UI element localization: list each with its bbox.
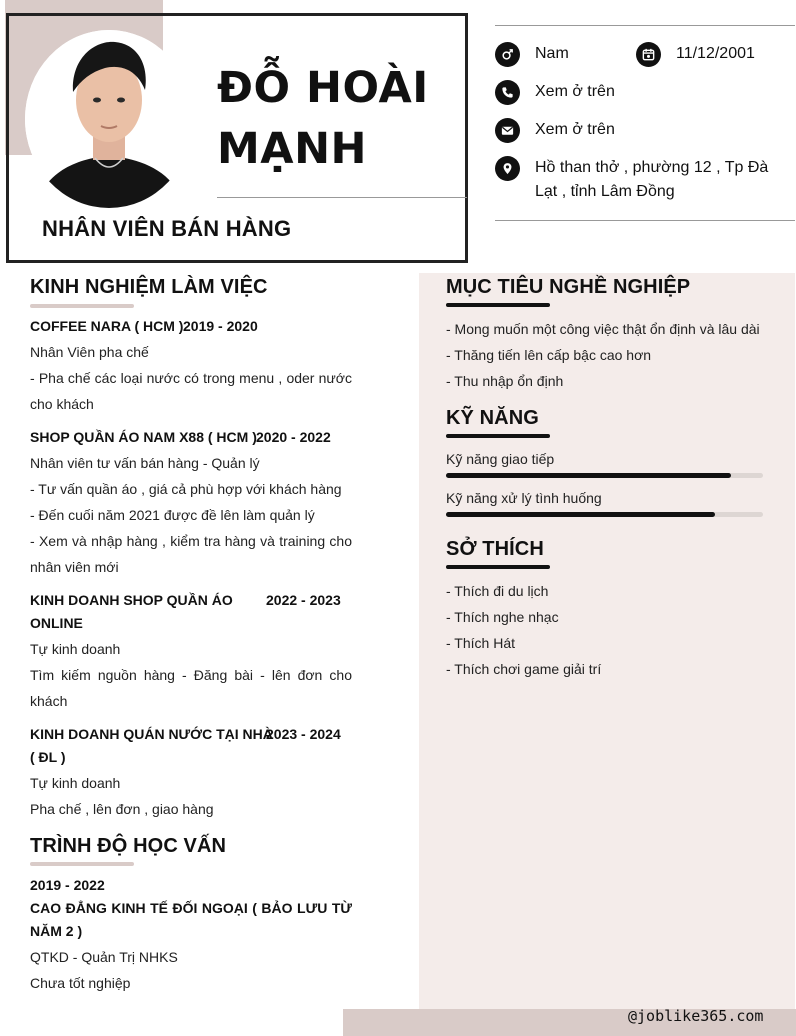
hobbies-title: SỞ THÍCH [446,538,544,560]
job-2-desc-1: - Tư vấn quần áo , giá cả phù hợp với khách hàng [30,481,342,497]
gender-value: Nam [535,45,569,62]
gender-icon [495,42,520,67]
hobby-item: - Thích nghe nhạc [446,609,559,625]
hobbies-underline [446,565,550,569]
job-2-header [30,426,350,449]
skill-label: Kỹ năng giao tiếp [446,451,555,467]
address-line-1: Hồ than thở , phường 12 , Tp Đà [535,159,769,176]
calendar-icon [636,42,661,67]
job-1-desc: - Pha chế các loại nước có trong menu , oder nước cho khách [30,370,352,412]
skills-underline [446,434,550,438]
email-value: Xem ở trên [535,121,615,138]
education-school: CAO ĐẲNG KINH TẾ ĐỐI NGOẠI ( BẢO LƯU TỪ NĂM 2 ) [30,900,352,939]
birthday-value: 11/12/2001 [676,45,755,62]
hobby-item: - Thích đi du lịch [446,583,549,599]
objective-item: - Thăng tiến lên cấp bậc cao hơn [446,347,652,363]
job-3-role: Tự kinh doanh [30,641,121,657]
objective-title: MỤC TIÊU NGHỀ NGHIỆP [446,276,691,298]
skill-bar-fill [446,473,731,478]
objective-item: - Thu nhập ổn định [446,373,564,389]
job-2-desc-3: - Xem và nhập hàng , kiểm tra hàng và training cho nhân viên mới [30,533,352,575]
education-title: TRÌNH ĐỘ HỌC VẤN [30,835,227,857]
job-title: NHÂN VIÊN BÁN HÀNG [42,216,292,241]
objective-underline [446,303,550,307]
contact-bottom-divider [495,220,795,221]
experience-underline [30,304,134,308]
profile-photo [25,30,193,208]
education-status: Chưa tốt nghiệp [30,975,131,991]
education-major: QTKD - Quản Trị NHKS [30,949,178,965]
phone-value: Xem ở trên [535,83,615,100]
job-2-desc-2: - Đến cuối năm 2021 được đề lên làm quản lý [30,507,315,523]
education-underline [30,862,134,866]
name-divider [217,197,467,198]
contact-gender [495,42,569,67]
job-4-desc: Pha chế , lên đơn , giao hàng [30,801,214,817]
experience-title: KINH NGHIỆM LÀM VIỆC [30,276,268,298]
contact-top-divider [495,25,795,26]
skill-bar-track [446,473,763,478]
job-4-company-line-2: ( ĐL ) [30,749,66,765]
name-line-2: MẠNH [217,124,368,174]
job-1-period: 2019 - 2020 [183,318,258,334]
job-4-header [30,723,350,769]
candidate-name [217,58,457,180]
job-3-company-line-2: ONLINE [30,615,83,631]
education-period: 2019 - 2022 [30,877,105,893]
job-1-role: Nhân Viên pha chế [30,344,149,360]
job-4-company-line-1: KINH DOANH QUÁN NƯỚC TẠI NHÀ [30,726,273,742]
job-2-period: 2020 - 2022 [256,429,331,445]
job-3-company-line-1: KINH DOANH SHOP QUẦN ÁO [30,592,233,608]
job-4-role: Tự kinh doanh [30,775,121,791]
job-1-company: COFFEE NARA ( HCM ) [30,318,184,334]
skills-title: KỸ NĂNG [446,407,539,429]
hobby-item: - Thích chơi game giải trí [446,661,602,677]
job-3-desc: Tìm kiếm nguồn hàng - Đăng bài - lên đơn cho khách [30,667,352,709]
job-1-header [30,315,350,338]
email-icon [495,118,520,143]
phone-icon [495,80,520,105]
contact-address [495,156,768,204]
contact-birthday [636,42,755,67]
skill-bar-track [446,512,763,517]
job-2-company: SHOP QUẦN ÁO NAM X88 ( HCM ) [30,429,257,445]
job-3-header [30,589,350,635]
contact-phone [495,80,615,105]
job-3-period: 2022 - 2023 [266,592,341,608]
skill-label: Kỹ năng xử lý tình huống [446,490,602,506]
contact-email [495,118,615,143]
skill-bar-fill [446,512,715,517]
address-line-2: Lạt , tỉnh Lâm Đồng [535,183,675,200]
job-2-role: Nhân viên tư vấn bán hàng - Quản lý [30,455,260,471]
address-value [535,156,768,204]
job-4-period: 2023 - 2024 [266,726,341,742]
objective-item: - Mong muốn một công việc thật ổn định và lâu dài [446,321,760,337]
location-icon [495,156,520,181]
footer-watermark: @joblike365.com [628,1007,764,1025]
hobby-item: - Thích Hát [446,635,515,651]
name-line-1: ĐỖ HOÀI [217,63,429,113]
